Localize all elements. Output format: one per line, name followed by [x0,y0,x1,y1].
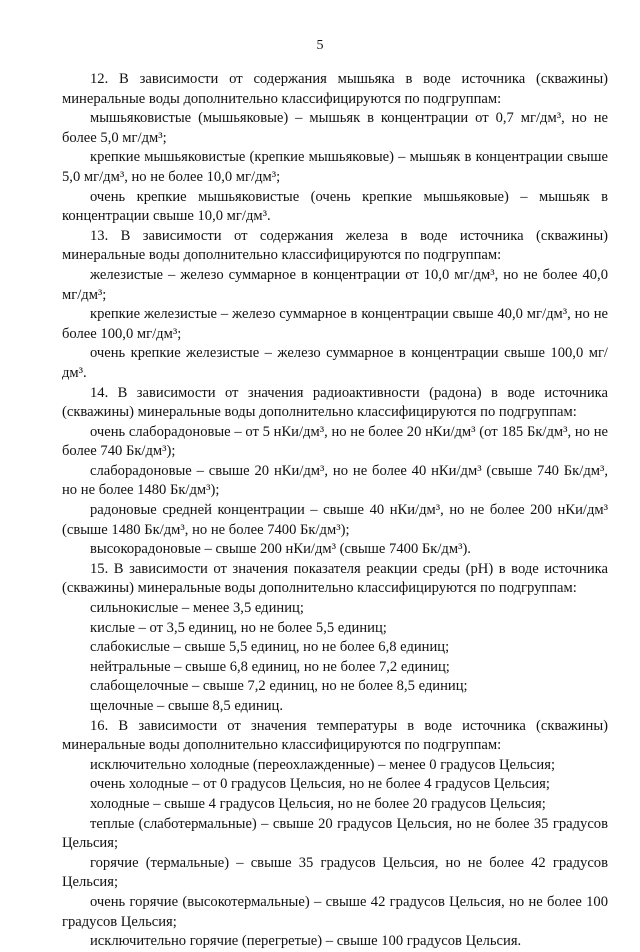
page-number: 5 [316,38,324,53]
paragraph-ph-2: кислые – от 3,5 единиц, но не более 5,5 единиц; [90,619,387,636]
paragraph-temp-2: очень холодные – от 0 градусов Цельсия, но не более 4 градусов Цельсия; [90,776,550,793]
paragraph-temp-5: горячие (термальные) – свыше 35 градусов Цельсия, но не более 42 градусов Цельсия; [62,854,608,891]
paragraph-14-intro: 14. В зависимости от значения радиоактивности (радона) в воде источника (скважины) минеральные воды дополнительно классифицируются по подгруппам: [62,384,608,421]
paragraph-12-intro: 12. В зависимости от содержания мышьяка в воде источника (скважины) минеральные воды дополнительно классифицируются по подгруппам: [62,71,608,107]
paragraph-radon-1: очень слаборадоновые – от 5 нКи/дм³, но не более 20 нКи/дм³ (от 185 Бк/дм³, но не более 740 Бк/дм³); [62,423,608,460]
paragraph-arsenic-1: мышьяковистые (мышьяковые) – мышьяк в концентрации от 0,7 мг/дм³, но не более 5,0 мг/дм³; [62,110,608,146]
paragraph-arsenic-3: очень крепкие мышьяковистые (очень крепкие мышьяковые) – мышьяк в концентрации свыше 10,0 мг/дм³. [62,188,608,225]
paragraph-ph-1: сильнокислые – менее 3,5 единиц; [90,600,304,617]
paragraph-temp-3: холодные – свыше 4 градусов Цельсия, но не более 20 градусов Цельсия; [90,795,546,812]
paragraph-temp-6: очень горячие (высокотермальные) – свыше 42 градусов Цельсия, но не более 100 градусов Цельсия; [62,893,608,930]
paragraph-13-intro: 13. В зависимости от содержания железа в воде источника (скважины) минеральные воды дополнительно классифицируются по подгруппам: [62,227,608,264]
paragraph-temp-7: исключительно горячие (перегретые) – свыше 100 градусов Цельсия. [90,933,522,950]
paragraph-temp-4: теплые (слаботермальные) – свыше 20 градусов Цельсия, но не более 35 градусов Цельсия; [62,815,608,852]
paragraph-16-intro: 16. В зависимости от значения температуры в воде источника (скважины) минеральные воды дополнительно классифицируются по подгруппам: [62,717,608,754]
paragraph-ph-6: щелочные – свыше 8,5 единиц. [90,698,283,714]
paragraph-15-intro: 15. В зависимости от значения показателя реакции среды (pH) в воде источника (скважины) минеральные воды дополнительно классифицируются по подгруппам: [62,560,608,597]
paragraph-iron-1: железистые – железо суммарное в концентрации от 10,0 мг/дм³, но не более 40,0 мг/дм³; [62,266,608,303]
paragraph-radon-3: радоновые средней концентрации – свыше 40 нКи/дм³, но не более 200 нКи/дм³ (свыше 1480 Бк/дм³, но не более 7400 Бк/дм³); [62,502,608,538]
paragraph-ph-5: слабощелочные – свыше 7,2 единиц, но не более 8,5 единиц; [90,678,468,695]
paragraph-iron-3: очень крепкие железистые – железо суммарное в концентрации свыше 100,0 мг/дм³. [62,345,608,381]
document-body [62,70,608,952]
paragraph-ph-4: нейтральные – свыше 6,8 единиц, но не более 7,2 единиц; [90,658,450,675]
paragraph-arsenic-2: крепкие мышьяковистые (крепкие мышьяковые) – мышьяк в концентрации свыше 5,0 мг/дм³, но не более 10,0 мг/дм³; [62,149,608,185]
paragraph-iron-2: крепкие железистые – железо суммарное в концентрации свыше 40,0 мг/дм³, но не более 100,0 мг/дм³; [62,306,608,342]
paragraph-temp-1: исключительно холодные (переохлажденные) – менее 0 градусов Цельсия; [90,756,556,773]
paragraph-ph-3: слабокислые – свыше 5,5 единиц, но не более 6,8 единиц; [90,639,450,656]
paragraph-radon-4: высокорадоновые – свыше 200 нКи/дм³ (свыше 7400 Бк/дм³). [90,541,471,558]
paragraph-radon-2: слаборадоновые – свыше 20 нКи/дм³, но не более 40 нКи/дм³ (свыше 740 Бк/дм³, но не более 1480 Бк/дм³); [62,462,608,499]
